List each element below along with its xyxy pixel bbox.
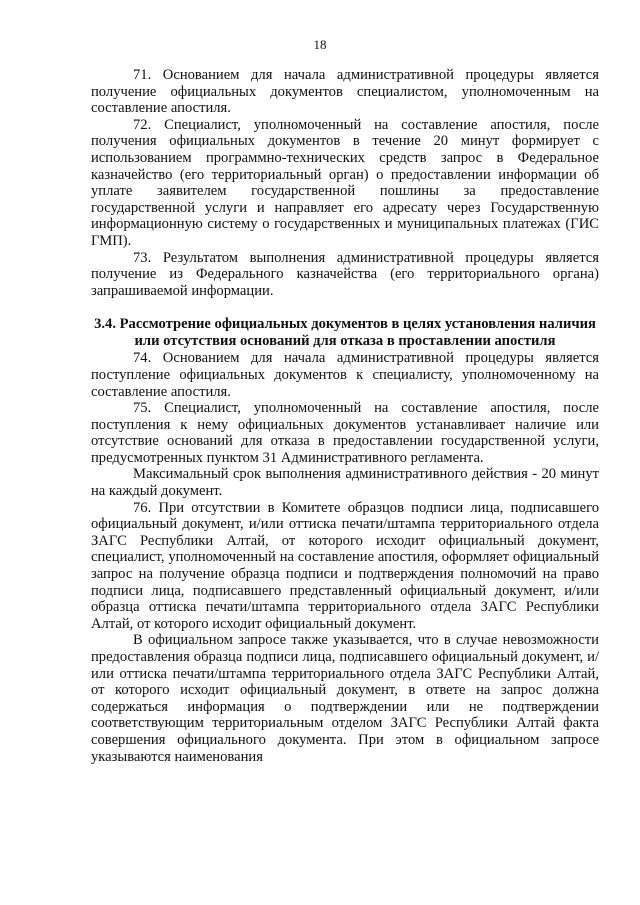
paragraph-73: 73. Результатом выполнения административной процедуры является получение из Федерального казначейства (его территориального органа) запрашиваемой информации.: [91, 249, 599, 299]
section-heading: 3.4. Рассмотрение официальных документов в целях установления наличия или отсутствия оснований для отказа в проставлении апостиля: [94, 316, 596, 350]
paragraph-76: 76. При отсутствии в Комитете образцов подписи лица, подписавшего официальный документ, и/или оттиска печати/штампа территориального отдела ЗАГС Республики Алтай, от которого исходит официальный документ, специалист, уполномоченный на составление апостиля, оформляет официальный запрос на получение образца подписи и подтверждения полномочий на право подписи лица, подписавшего представленный официальный документ, и/или образца оттиска печати/штампа территориального отдела ЗАГС Республики Алтай, от которого исходит официальный документ.: [91, 499, 599, 632]
paragraph-72: 72. Специалист, уполномоченный на составление апостиля, после получения официальных документов в течение 20 минут формирует с использованием программно-технических средств запрос в Федеральное казначейство (его территориальный орган) о предоставлении информации об уплате заявителем государственной пошлины за предоставление государственной услуги и направляет его адресату через Государственную информационную систему о государственных и муниципальных платежах (ГИС ГМП).: [91, 116, 599, 249]
paragraph-74: 74. Основанием для начала административной процедуры является поступление официальных документов к специалисту, уполномоченному на составление апостиля.: [91, 350, 599, 400]
document-body: [91, 67, 599, 765]
paragraph-max-time: Максимальный срок выполнения административного действия - 20 минут на каждый документ.: [91, 466, 599, 500]
paragraph-official-request: В официальном запросе также указывается, что в случае невозможности предоставления образца подписи лица, подписавшего официальный документ, и/или оттиска печати/штампа территориального отдела ЗАГС Республики Алтай, от которого исходит официальный документ, в ответе на запрос должна содержаться информация о подтверждении или не подтверждении соответствующим территориальным отделом ЗАГС Республики Алтай факта совершения официального документа. При этом в официальном запросе указываются наименования: [91, 632, 599, 765]
paragraph-71: 71. Основанием для начала административной процедуры является получение официальных документов специалистом, уполномоченным на составление апостиля.: [91, 67, 599, 117]
page-number: 18: [313, 37, 327, 52]
paragraph-75: 75. Специалист, уполномоченный на составление апостиля, после поступления к нему официальных документов устанавливает наличие или отсутствие оснований для отказа в предоставлении государственной услуги, предусмотренных пунктом 31 Административного регламента.: [91, 400, 599, 466]
